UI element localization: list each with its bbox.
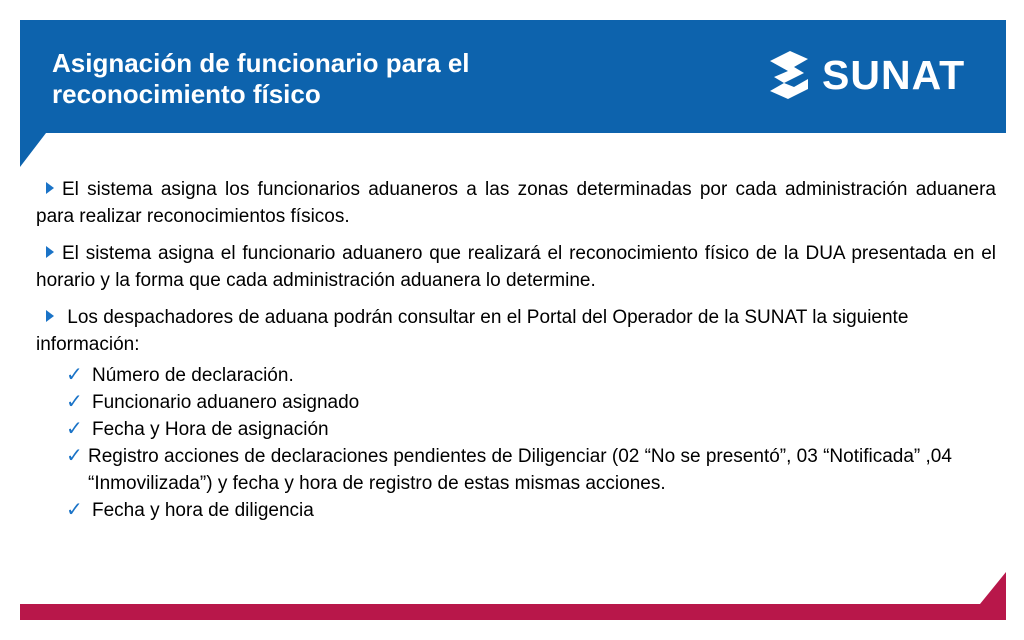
list-item [36,443,996,497]
checkmark-icon: ✓ [66,499,83,521]
checkmark-icon: ✓ [66,445,83,467]
paragraph-1-text: El sistema asigna los funcionarios aduaneros a las zonas determinadas por cada administración aduanera para realizar reconocimientos físicos. [36,179,996,227]
paragraph-1 [36,176,996,230]
checklist-item-text: Registro acciones de declaraciones pendientes de Diligenciar (02 “No se presentó”, 03 “Notificada” ,04 “Inmovilizada”) y fecha y hora de registro de estas mismas acciones. [88,446,952,494]
checkmark-icon: ✓ [66,391,83,413]
list-item [36,497,996,524]
checklist-item-text: Fecha y Hora de asignación [92,419,329,440]
footer-notch [980,572,1006,604]
triangle-arrow-right-icon [46,310,54,322]
list-item [36,362,996,389]
list-item [36,416,996,443]
footer-bar [20,604,1006,620]
sunat-s-logo-icon [764,47,814,103]
info-checklist [36,362,996,524]
triangle-arrow-right-icon [46,182,54,194]
paragraph-2 [36,240,996,294]
paragraph-3 [36,304,996,358]
list-item [36,389,996,416]
checklist-item-text: Funcionario aduanero asignado [92,392,360,413]
sunat-logo [764,46,986,104]
checkmark-icon: ✓ [66,364,83,386]
page-title: Asignación de funcionario para el reconocimiento físico [52,48,470,109]
checklist-item-text: Fecha y hora de diligencia [92,500,314,521]
header-notch [20,133,46,167]
slide-content [36,176,996,524]
checkmark-icon: ✓ [66,418,83,440]
paragraph-2-text: El sistema asigna el funcionario aduanero que realizará el reconocimiento físico de la DUA presentada en el horario y la forma que cada administración aduanera lo determine. [36,243,996,291]
checklist-item-text: Número de declaración. [92,365,294,386]
paragraph-3-text: Los despachadores de aduana podrán consultar en el Portal del Operador de la SUNAT la siguiente información: [36,307,914,355]
triangle-arrow-right-icon [46,246,54,258]
logo-text: SUNAT [822,52,966,98]
